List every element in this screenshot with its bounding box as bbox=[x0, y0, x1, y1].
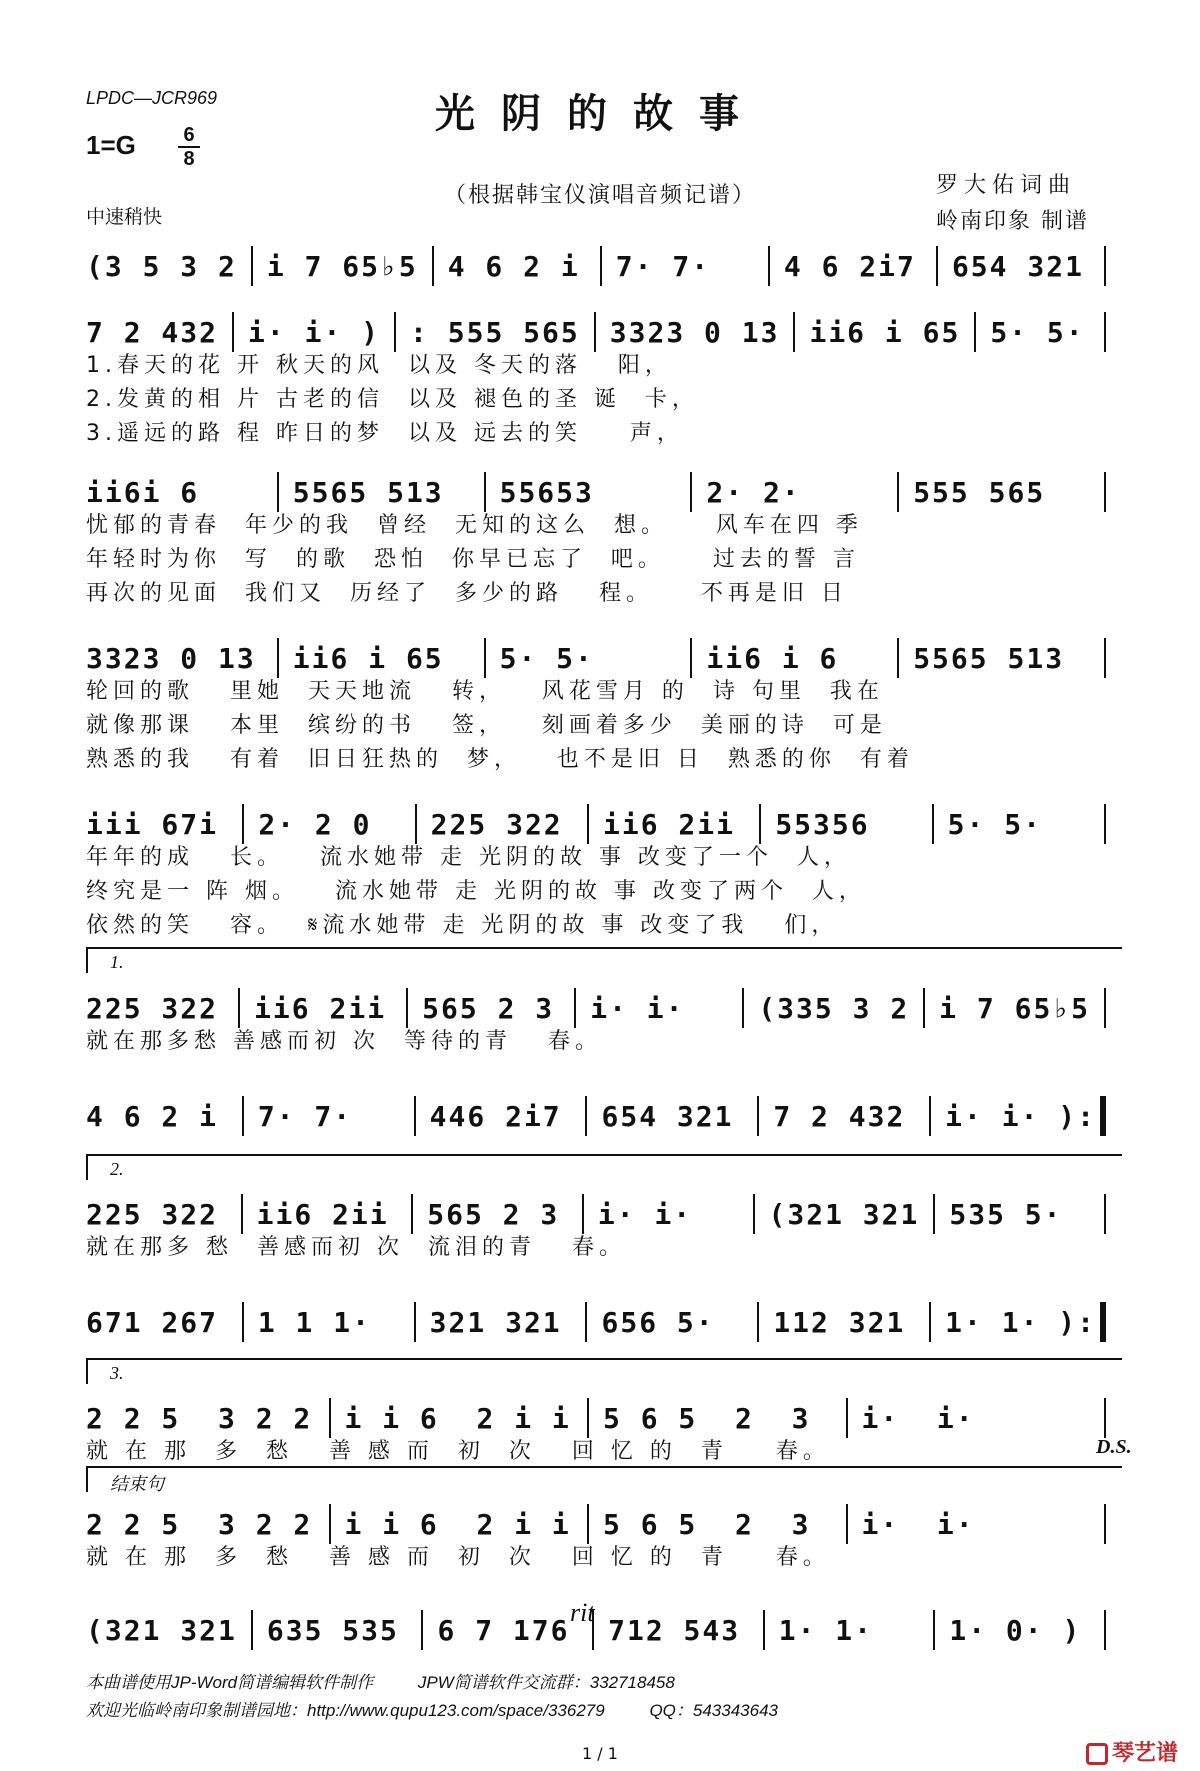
barline bbox=[753, 1194, 755, 1234]
barline bbox=[974, 312, 976, 352]
measure-notes: 7· 7· bbox=[615, 249, 711, 283]
barline bbox=[757, 1096, 759, 1136]
ritardando-mark: rit bbox=[570, 1598, 595, 1627]
barline bbox=[587, 804, 589, 844]
measure-notes: (321 321 bbox=[768, 1197, 920, 1231]
coda-bracket bbox=[86, 1466, 1122, 1492]
lyric-line: 轮回的歌 里她 天天地流 转， 风花雪月 的 诗 句里 我在 bbox=[86, 679, 884, 704]
lyric-line: 1.春天的花 开 秋天的风 以及 冬天的落 阳， bbox=[86, 353, 672, 378]
measure-notes: 225 322 bbox=[86, 991, 219, 1025]
lyric-line: 就像那课 本里 缤纷的书 签， 刻画着多少 美丽的诗 可是 bbox=[86, 713, 887, 738]
measure-notes: 535 5· bbox=[949, 1197, 1063, 1231]
measure-notes: 321 321 bbox=[429, 1305, 562, 1339]
measure-notes: 5565 513 bbox=[292, 475, 444, 509]
barline bbox=[936, 246, 938, 286]
measure-notes: 671 267 bbox=[86, 1305, 219, 1339]
measure-notes: 6 7 176 bbox=[437, 1613, 570, 1647]
measure-notes: 7 2 432 bbox=[773, 1099, 906, 1133]
dal-segno-mark: D.S. bbox=[1096, 1436, 1132, 1458]
time-signature-top: 6 bbox=[183, 124, 195, 146]
barline bbox=[587, 1398, 589, 1438]
measure-notes: 2· 2 0 bbox=[258, 807, 372, 841]
measure-notes: i 7 65♭5 bbox=[939, 991, 1091, 1025]
measure-list bbox=[86, 1604, 1120, 1656]
measure-notes: ii6 2ii bbox=[254, 991, 387, 1025]
measure-notes: i· i· ) bbox=[248, 315, 381, 349]
measure-list bbox=[86, 1296, 1120, 1348]
barline bbox=[574, 988, 576, 1028]
footer-group-note: JPW简谱软件交流群：332718458 bbox=[417, 1673, 675, 1692]
barline bbox=[251, 1610, 253, 1650]
measure-notes: i· i· ): bbox=[945, 1099, 1096, 1133]
measure-notes: i i 6 2 i i bbox=[344, 1507, 571, 1541]
barline bbox=[933, 1610, 935, 1650]
ending-bracket-1 bbox=[86, 947, 1122, 973]
barline bbox=[690, 472, 692, 512]
barline bbox=[757, 1302, 759, 1342]
lyric-line: 熟悉的我 有着 旧日狂热的 梦， 也不是旧 日 熟悉的你 有着 bbox=[86, 747, 914, 772]
barline bbox=[414, 1096, 416, 1136]
barline bbox=[582, 1194, 584, 1234]
measure-notes: 7· 7· bbox=[257, 1099, 353, 1133]
lyric-line: 就在那多 愁 善感而初 次 流泪的青 春。 bbox=[86, 1235, 626, 1260]
key-signature: 1=G bbox=[86, 130, 136, 160]
barline bbox=[594, 312, 596, 352]
qinyipu-logo-icon bbox=[1086, 1743, 1108, 1765]
measure-notes: 225 322 bbox=[86, 1197, 219, 1231]
measure-notes: ii6 i 6 bbox=[706, 641, 839, 675]
measure-notes: 5565 513 bbox=[913, 641, 1065, 675]
lyric-line: 依然的笑 容。 𝄋流水她带 走 光阴的故 事 改变了我 们， bbox=[86, 913, 839, 938]
measure-notes: i· i· bbox=[597, 1197, 693, 1231]
footer-software-note: 本曲谱使用JP-Word简谱编辑软件制作 bbox=[86, 1673, 374, 1692]
measure-notes: i· i· bbox=[590, 991, 685, 1025]
barline bbox=[768, 246, 770, 286]
barline bbox=[846, 1504, 848, 1544]
barline bbox=[897, 472, 899, 512]
watermark-logo bbox=[1086, 1736, 1178, 1767]
barline bbox=[690, 638, 692, 678]
measure-notes: 1· 1· bbox=[778, 1613, 874, 1647]
measure-notes: 5 6 5 2 3 bbox=[603, 1401, 811, 1435]
measure-notes: 4 6 2 i bbox=[86, 1099, 219, 1133]
measure-list bbox=[86, 1090, 1120, 1142]
barline bbox=[759, 804, 761, 844]
barline bbox=[484, 638, 486, 678]
barline bbox=[238, 988, 240, 1028]
barline bbox=[1104, 246, 1106, 286]
lyric-line: 2.发黄的相 片 古老的信 以及 褪色的圣 诞 卡， bbox=[86, 387, 699, 412]
footer-website-note: 欢迎光临岭南印象制谱园地：http://www.qupu123.com/space/336279 bbox=[86, 1701, 605, 1720]
lyric-line: 再次的见面 我们又 历经了 多少的路 程。 不再是旧 日 bbox=[86, 581, 848, 606]
time-signature-bottom: 8 bbox=[183, 148, 195, 170]
lyric-line: 年年的成 长。 流水她带 走 光阴的故 事 改变了一个 人， bbox=[86, 845, 851, 870]
measure-notes: 446 2i7 bbox=[429, 1099, 562, 1133]
measure-notes: 1· 0· ) bbox=[949, 1613, 1082, 1647]
ending-bracket-3 bbox=[86, 1358, 1122, 1384]
barline bbox=[242, 804, 244, 844]
measure-notes: 654 321 bbox=[951, 249, 1084, 283]
measure-notes: 5· 5· bbox=[499, 641, 594, 675]
barline bbox=[241, 1194, 243, 1234]
barline bbox=[277, 472, 279, 512]
subtitle: （根据韩宝仪演唱音频记谱） bbox=[443, 183, 756, 208]
barline bbox=[1104, 1610, 1106, 1650]
barline bbox=[415, 804, 417, 844]
measure-notes: i i 6 2 i i bbox=[344, 1401, 571, 1435]
barline bbox=[1100, 1302, 1106, 1342]
measure-notes: 2 2 5 3 2 2 bbox=[86, 1401, 313, 1435]
barline bbox=[421, 1610, 423, 1650]
measure-notes: 2 2 5 3 2 2 bbox=[86, 1507, 313, 1541]
measure-notes: 3323 0 13 bbox=[86, 641, 256, 675]
measure-notes: ii6 2ii bbox=[602, 807, 735, 841]
score-code: LPDC—JCR969 bbox=[86, 88, 218, 108]
barline bbox=[1100, 1096, 1106, 1136]
coda-label: 结束句 bbox=[110, 1474, 164, 1494]
tempo-marking: 中速稍快 bbox=[86, 206, 163, 228]
barline bbox=[406, 988, 408, 1028]
measure-notes: 112 321 bbox=[773, 1305, 906, 1339]
measure-notes: i· i· bbox=[861, 1401, 975, 1435]
barline bbox=[932, 804, 934, 844]
barline bbox=[232, 312, 234, 352]
barline bbox=[585, 1302, 587, 1342]
barline bbox=[1104, 1504, 1106, 1544]
measure-notes: 565 2 3 bbox=[427, 1197, 560, 1231]
barline bbox=[394, 312, 396, 352]
barline bbox=[587, 1504, 589, 1544]
song-title: 光阴的故事 bbox=[435, 90, 765, 137]
barline bbox=[763, 1610, 765, 1650]
measure-notes: ii6i 6 bbox=[86, 475, 200, 509]
barline bbox=[929, 1302, 931, 1342]
staff-row bbox=[86, 240, 1120, 292]
barline bbox=[414, 1302, 416, 1342]
measure-notes: 555 565 bbox=[913, 475, 1046, 509]
page-number: 1 / 1 bbox=[582, 1744, 618, 1763]
measure-notes: 1· 1· ): bbox=[945, 1305, 1096, 1339]
measure-notes: 3323 0 13 bbox=[609, 315, 780, 349]
barline bbox=[329, 1504, 331, 1544]
barline bbox=[251, 246, 253, 286]
measure-notes: 712 543 bbox=[608, 1613, 741, 1647]
lyric-line: 就在那多愁 善感而初 次 等待的青 春。 bbox=[86, 1029, 602, 1054]
measure-notes: : 555 565 bbox=[410, 315, 580, 349]
barline bbox=[242, 1302, 244, 1342]
measure-notes: (335 3 2 bbox=[758, 991, 910, 1025]
barline bbox=[600, 246, 602, 286]
measure-notes: 635 535 bbox=[266, 1613, 399, 1647]
barline bbox=[277, 638, 279, 678]
measure-notes: 5· 5· bbox=[990, 315, 1085, 349]
barline bbox=[1104, 804, 1106, 844]
measure-notes: 4 6 2i7 bbox=[783, 249, 916, 283]
measure-notes: i· i· bbox=[861, 1507, 975, 1541]
measure-notes: iii 67i bbox=[86, 807, 219, 841]
ending-label-1: 1. bbox=[110, 952, 124, 972]
barline bbox=[933, 1194, 935, 1234]
measure-notes: ii6 2ii bbox=[256, 1197, 389, 1231]
time-signature bbox=[178, 124, 200, 170]
measure-notes: 7 2 432 bbox=[86, 315, 219, 349]
measure-notes: 654 321 bbox=[601, 1099, 734, 1133]
measure-notes: ii6 i 65 bbox=[292, 641, 444, 675]
barline bbox=[329, 1398, 331, 1438]
ending-label-2: 2. bbox=[110, 1159, 124, 1179]
barline bbox=[242, 1096, 244, 1136]
measure-notes: 4 6 2 i bbox=[447, 249, 580, 283]
measure-list bbox=[86, 240, 1120, 292]
measure-notes: 225 322 bbox=[430, 807, 563, 841]
footer-line-1 bbox=[86, 1668, 675, 1693]
footer-line-2 bbox=[86, 1696, 778, 1721]
barline bbox=[923, 988, 925, 1028]
barline bbox=[585, 1096, 587, 1136]
barline bbox=[1104, 1194, 1106, 1234]
barline bbox=[1104, 472, 1106, 512]
lyric-line: 忧郁的青春 年少的我 曾经 无知的这么 想。 风车在四 季 bbox=[86, 513, 863, 538]
measure-notes: ii6 i 65 bbox=[809, 315, 961, 349]
watermark-text: 琴艺谱 bbox=[1112, 1741, 1179, 1766]
barline bbox=[897, 638, 899, 678]
lyric-line: 年轻时为你 写 的歌 恐怕 你早已忘了 吧。 过去的誓 言 bbox=[86, 547, 860, 572]
barline bbox=[929, 1096, 931, 1136]
barline bbox=[846, 1398, 848, 1438]
measure-notes: 55653 bbox=[499, 475, 594, 509]
measure-notes: 5 6 5 2 3 bbox=[603, 1507, 811, 1541]
footer-qq-note: QQ：543343643 bbox=[649, 1701, 778, 1720]
barline bbox=[793, 312, 795, 352]
barline bbox=[1104, 1398, 1106, 1438]
measure-notes: 1 1 1· bbox=[257, 1305, 371, 1339]
barline bbox=[484, 472, 486, 512]
barline bbox=[411, 1194, 413, 1234]
measure-notes: (3 5 3 2 bbox=[86, 249, 237, 283]
ending-bracket-2 bbox=[86, 1154, 1122, 1180]
measure-notes: 55356 bbox=[775, 807, 870, 841]
measure-notes: 565 2 3 bbox=[422, 991, 555, 1025]
measure-notes: 5· 5· bbox=[947, 807, 1042, 841]
lyric-line: 3.遥远的路 程 昨日的梦 以及 远去的笑 声， bbox=[86, 421, 684, 446]
lyric-line: 就 在 那 多 愁 善 感 而 初 次 回 忆 的 青 春。 bbox=[86, 1545, 830, 1570]
barline bbox=[432, 246, 434, 286]
lyric-line: 终究是一 阵 烟。 流水她带 走 光阴的故 事 改变了两个 人， bbox=[86, 879, 866, 904]
barline bbox=[1104, 312, 1106, 352]
lyricist-composer-credit: 罗大佑词曲 bbox=[936, 173, 1077, 198]
staff-row bbox=[86, 1604, 1120, 1656]
measure-notes: (321 321 bbox=[86, 1613, 237, 1647]
barline bbox=[742, 988, 744, 1028]
staff-row bbox=[86, 1090, 1120, 1142]
ending-label-3: 3. bbox=[110, 1363, 124, 1383]
lyric-line: 就 在 那 多 愁 善 感 而 初 次 回 忆 的 青 春。 bbox=[86, 1439, 830, 1464]
arranger-credit: 岭南印象 制谱 bbox=[936, 209, 1089, 234]
measure-notes: 2· 2· bbox=[706, 475, 801, 509]
measure-notes: i 7 65♭5 bbox=[266, 249, 418, 283]
measure-notes: 656 5· bbox=[601, 1305, 715, 1339]
barline bbox=[1104, 988, 1106, 1028]
staff-row bbox=[86, 1296, 1120, 1348]
barline bbox=[1104, 638, 1106, 678]
